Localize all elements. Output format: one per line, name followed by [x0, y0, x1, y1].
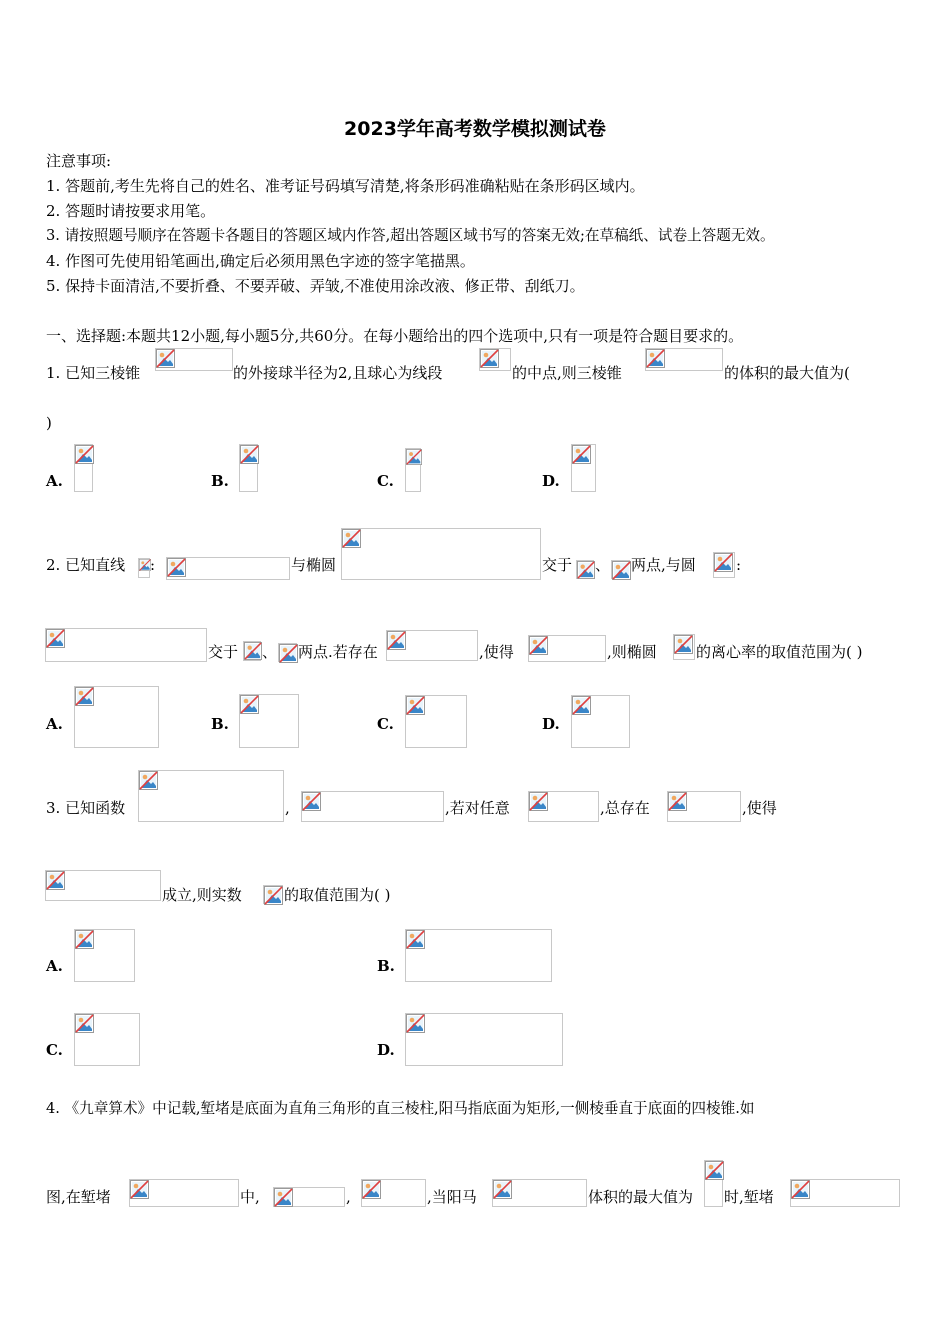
formula-image: [278, 643, 297, 662]
option-b-image: [239, 694, 299, 748]
formula-image: [361, 1179, 426, 1207]
formula-image: [713, 552, 735, 578]
option-a-image: [74, 444, 93, 492]
option-d-image: [405, 1013, 563, 1066]
broken-image-icon: [480, 349, 499, 368]
formula-image: [576, 560, 594, 579]
q2-text: :: [736, 556, 742, 574]
formula-image: [138, 770, 284, 822]
broken-image-icon: [264, 886, 283, 905]
option-b-label: B.: [211, 715, 229, 733]
formula-image: [263, 885, 283, 904]
q3-text: ,若对任意: [445, 799, 510, 817]
q2-text: 两点,与圆: [631, 556, 696, 574]
broken-image-icon: [156, 349, 175, 368]
q2-text: 与椭圆: [291, 556, 337, 574]
option-a-label: A.: [46, 957, 63, 975]
formula-image: [667, 791, 741, 822]
broken-image-icon: [139, 771, 158, 790]
broken-image-icon: [240, 445, 259, 464]
broken-image-icon: [572, 445, 591, 464]
option-b-label: B.: [211, 472, 229, 490]
option-b-image: [239, 444, 258, 492]
formula-image: [386, 630, 478, 661]
notice-item: 5. 保持卡面清洁,不要折叠、不要弄破、弄皱,不准使用涂改液、修正带、刮纸刀。: [46, 277, 585, 295]
option-b-label: B.: [377, 957, 395, 975]
broken-image-icon: [75, 687, 94, 706]
option-d-label: D.: [377, 1041, 395, 1059]
notice-heading: 注意事项:: [46, 152, 112, 170]
broken-image-icon: [342, 529, 361, 548]
broken-image-icon: [167, 558, 186, 577]
broken-image-icon: [130, 1180, 149, 1199]
option-d-label: D.: [542, 472, 560, 490]
option-c-label: C.: [46, 1041, 63, 1059]
option-a-image: [74, 929, 135, 982]
broken-image-icon: [577, 561, 595, 579]
notice-item: 1. 答题前,考生先将自己的姓名、准考证号码填写清楚,将条形码准确粘贴在条形码区域内。: [46, 177, 645, 195]
broken-image-icon: [46, 629, 65, 648]
option-d-image: [571, 444, 596, 492]
q3-text: 3. 已知函数: [46, 799, 126, 817]
formula-image: [611, 560, 630, 579]
notice-item: 4. 作图可先使用铅笔画出,确定后必须用黑色字迹的签字笔描黑。: [46, 252, 475, 270]
formula-image: [301, 791, 444, 822]
option-a-label: A.: [46, 715, 63, 733]
q4-text: ,: [346, 1188, 351, 1206]
broken-image-icon: [240, 695, 259, 714]
option-d-image: [571, 695, 630, 748]
q2-text: :: [150, 556, 156, 574]
q3-text: ,: [285, 799, 290, 817]
notice-item: 2. 答题时请按要求用笔。: [46, 202, 216, 220]
broken-image-icon: [75, 1014, 94, 1033]
q1-text: 的中点,则三棱锥: [512, 364, 622, 382]
formula-image: [479, 348, 511, 371]
formula-image: [341, 528, 541, 580]
formula-image: [790, 1179, 900, 1207]
broken-image-icon: [75, 930, 94, 949]
broken-image-icon: [274, 1188, 293, 1207]
q4-text: 体积的最大值为: [588, 1188, 694, 1206]
option-c-label: C.: [377, 472, 394, 490]
exam-title: 2023学年高考数学模拟测试卷: [344, 118, 606, 140]
q3-text: 成立,则实数: [162, 886, 242, 904]
option-c-image: [405, 695, 467, 748]
q2-text: ,使得: [479, 643, 514, 661]
q2-text: ,则椭圆: [607, 643, 657, 661]
broken-image-icon: [406, 449, 422, 465]
formula-image: [155, 348, 233, 371]
formula-image: [45, 870, 161, 901]
q3-text: 的取值范围为( ): [284, 886, 391, 904]
option-c-image: [405, 448, 421, 492]
broken-image-icon: [668, 792, 687, 811]
q2-text: 、: [595, 556, 611, 574]
q4-text: 时,堑堵: [724, 1188, 774, 1206]
formula-image: [166, 557, 290, 580]
option-b-image: [405, 929, 552, 982]
broken-image-icon: [279, 644, 298, 663]
broken-image-icon: [406, 696, 425, 715]
formula-image: [673, 634, 695, 660]
broken-image-icon: [791, 1180, 810, 1199]
broken-image-icon: [46, 871, 65, 890]
q4-text: 4. 《九章算术》中记载,堑堵是底面为直角三角形的直三棱柱,阳马指底面为矩形,一侧棱垂直于底面的四棱锥.如: [46, 1100, 755, 1117]
broken-image-icon: [612, 561, 631, 580]
broken-image-icon: [406, 1014, 425, 1033]
formula-image: [243, 641, 261, 661]
q4-text: ,当阳马: [427, 1188, 477, 1206]
formula-image: [645, 348, 723, 371]
option-a-image: [74, 686, 159, 748]
q4-text: 中,: [240, 1188, 260, 1206]
broken-image-icon: [646, 349, 665, 368]
broken-image-icon: [302, 792, 321, 811]
q2-text: 、: [262, 643, 278, 661]
broken-image-icon: [387, 631, 406, 650]
broken-image-icon: [362, 1180, 381, 1199]
broken-image-icon: [493, 1180, 512, 1199]
q4-text: 图,在堑堵: [46, 1188, 111, 1206]
broken-image-icon: [714, 553, 733, 572]
formula-image: [528, 635, 606, 662]
formula-image: [273, 1187, 345, 1207]
broken-image-icon: [572, 696, 591, 715]
q1-text: 的体积的最大值为(: [724, 364, 850, 382]
broken-image-icon: [406, 930, 425, 949]
broken-image-icon: [75, 445, 94, 464]
notice-item: 3. 请按照题号顺序在答题卡各题目的答题区域内作答,超出答题区域书写的答案无效;在草稿纸、试卷上答题无效。: [46, 227, 775, 244]
q2-text: 交于: [542, 556, 573, 574]
q1-text: 1. 已知三棱锥: [46, 364, 141, 382]
option-a-label: A.: [46, 472, 63, 490]
broken-image-icon: [244, 642, 262, 660]
broken-image-icon: [674, 635, 693, 654]
formula-image: [45, 628, 207, 662]
q2-text: 2. 已知直线: [46, 556, 126, 574]
broken-image-icon: [705, 1161, 724, 1180]
q2-text: 交于: [208, 643, 239, 661]
broken-image-icon: [529, 792, 548, 811]
section-heading: 一、选择题:本题共12小题,每小题5分,共60分。在每小题给出的四个选项中,只有一项是符合题目要求的。: [46, 327, 744, 345]
formula-image: [129, 1179, 239, 1207]
formula-image: [704, 1160, 723, 1207]
q2-text: 的离心率的取值范围为( ): [696, 643, 863, 661]
option-c-label: C.: [377, 715, 394, 733]
formula-image: [492, 1179, 587, 1207]
formula-image: [138, 558, 150, 578]
option-d-label: D.: [542, 715, 560, 733]
option-c-image: [74, 1013, 140, 1066]
q3-text: ,总存在: [600, 799, 650, 817]
formula-image: [528, 791, 599, 822]
broken-image-icon: [529, 636, 548, 655]
q1-text: ): [46, 414, 52, 432]
q1-text: 的外接球半径为2,且球心为线段: [233, 364, 443, 382]
q2-text: 两点.若存在: [298, 643, 378, 661]
q3-text: ,使得: [742, 799, 777, 817]
